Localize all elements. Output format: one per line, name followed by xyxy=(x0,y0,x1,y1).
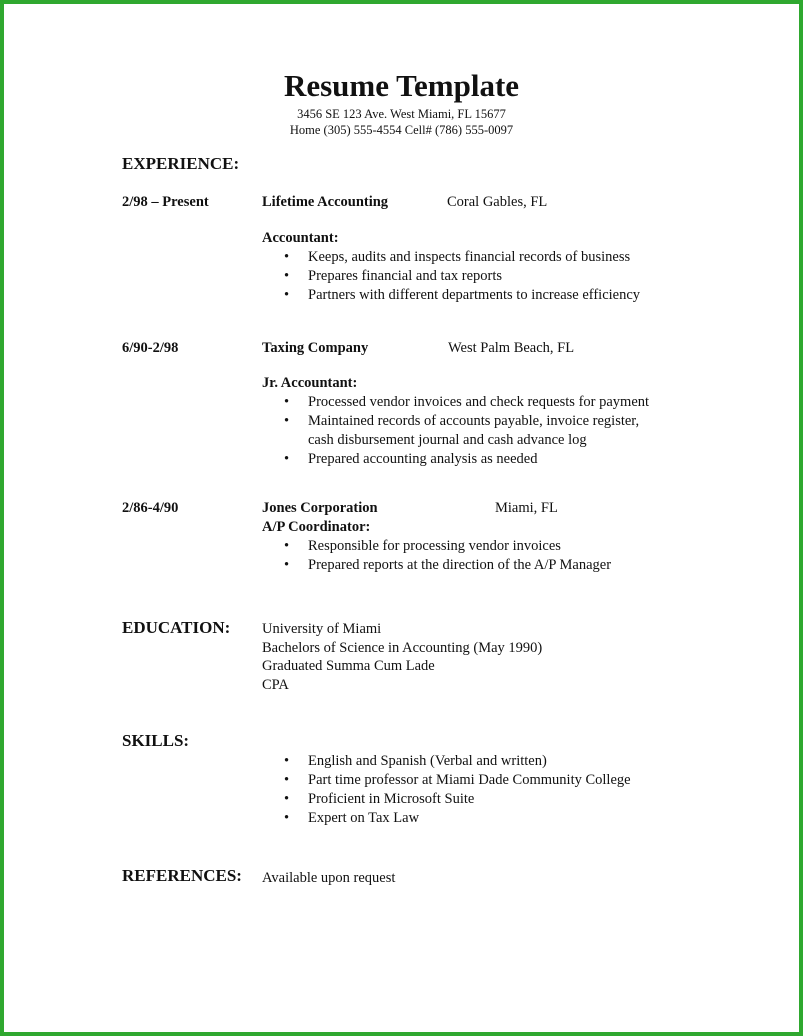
education-line: University of Miami xyxy=(262,621,382,637)
list-item: • Responsible for processing vendor invoices xyxy=(284,538,561,554)
list-item: cash disbursement journal and cash advance log xyxy=(308,432,587,448)
experience-heading: EXPERIENCE: xyxy=(122,154,240,173)
page-title: Resume Template xyxy=(283,68,520,103)
bullet-icon: • xyxy=(284,538,290,554)
list-item: • Maintained records of accounts payable, invoice register, xyxy=(284,413,640,429)
list-item: • Expert on Tax Law xyxy=(284,810,420,826)
list-item: • English and Spanish (Verbal and written) xyxy=(284,753,547,769)
list-item: • Prepared accounting analysis as needed xyxy=(284,451,538,467)
job-dates: 2/98 – Present xyxy=(122,194,209,210)
job-role: A/P Coordinator: xyxy=(262,519,371,535)
job-location: Miami, FL xyxy=(495,500,558,516)
list-item: • Keeps, audits and inspects financial records of business xyxy=(284,249,631,265)
list-item: • Prepared reports at the direction of the A/P Manager xyxy=(284,557,612,573)
education-line: CPA xyxy=(262,677,289,693)
job-duties-list xyxy=(262,537,611,575)
job-dates: 6/90-2/98 xyxy=(122,340,179,356)
education-line: Graduated Summa Cum Lade xyxy=(262,658,435,674)
job-role: Accountant: xyxy=(262,230,339,246)
bullet-icon: • xyxy=(284,791,290,807)
job-dates: 2/86-4/90 xyxy=(122,500,179,516)
bullet-icon: • xyxy=(284,413,290,429)
job-role: Jr. Accountant: xyxy=(262,375,358,391)
bullet-icon: • xyxy=(284,772,290,788)
bullet-icon: • xyxy=(284,287,290,303)
job-duties-list xyxy=(262,248,640,305)
education-heading: EDUCATION: xyxy=(122,618,231,637)
phone-line: Home (305) 555-4554 Cell# (786) 555-0097 xyxy=(289,123,514,137)
address-line: 3456 SE 123 Ave. West Miami, FL 15677 xyxy=(297,107,506,121)
list-item: • Partners with different departments to increase efficiency xyxy=(284,287,641,303)
list-item: • Prepares financial and tax reports xyxy=(284,268,503,284)
list-item: • Part time professor at Miami Dade Community College xyxy=(284,772,631,788)
references-text: Available upon request xyxy=(262,870,396,886)
job-duties-list xyxy=(262,393,649,469)
bullet-icon: • xyxy=(284,268,290,284)
education-line: Bachelors of Science in Accounting (May 1990) xyxy=(262,640,543,656)
bullet-icon: • xyxy=(284,557,290,573)
job-company: Jones Corporation xyxy=(262,500,378,516)
bullet-icon: • xyxy=(284,810,290,826)
list-item: • Processed vendor invoices and check requests for payment xyxy=(284,394,650,410)
bullet-icon: • xyxy=(284,451,290,467)
skills-list xyxy=(262,752,631,828)
job-company: Taxing Company xyxy=(262,340,369,356)
bullet-icon: • xyxy=(284,394,290,410)
bullet-icon: • xyxy=(284,753,290,769)
resume-page xyxy=(4,4,799,1032)
bullet-icon: • xyxy=(284,249,290,265)
skills-heading: SKILLS: xyxy=(122,731,190,750)
job-location: Coral Gables, FL xyxy=(447,194,548,210)
references-heading: REFERENCES: xyxy=(122,866,242,885)
job-company: Lifetime Accounting xyxy=(262,194,389,210)
list-item: • Proficient in Microsoft Suite xyxy=(284,791,475,807)
job-location: West Palm Beach, FL xyxy=(448,340,575,356)
